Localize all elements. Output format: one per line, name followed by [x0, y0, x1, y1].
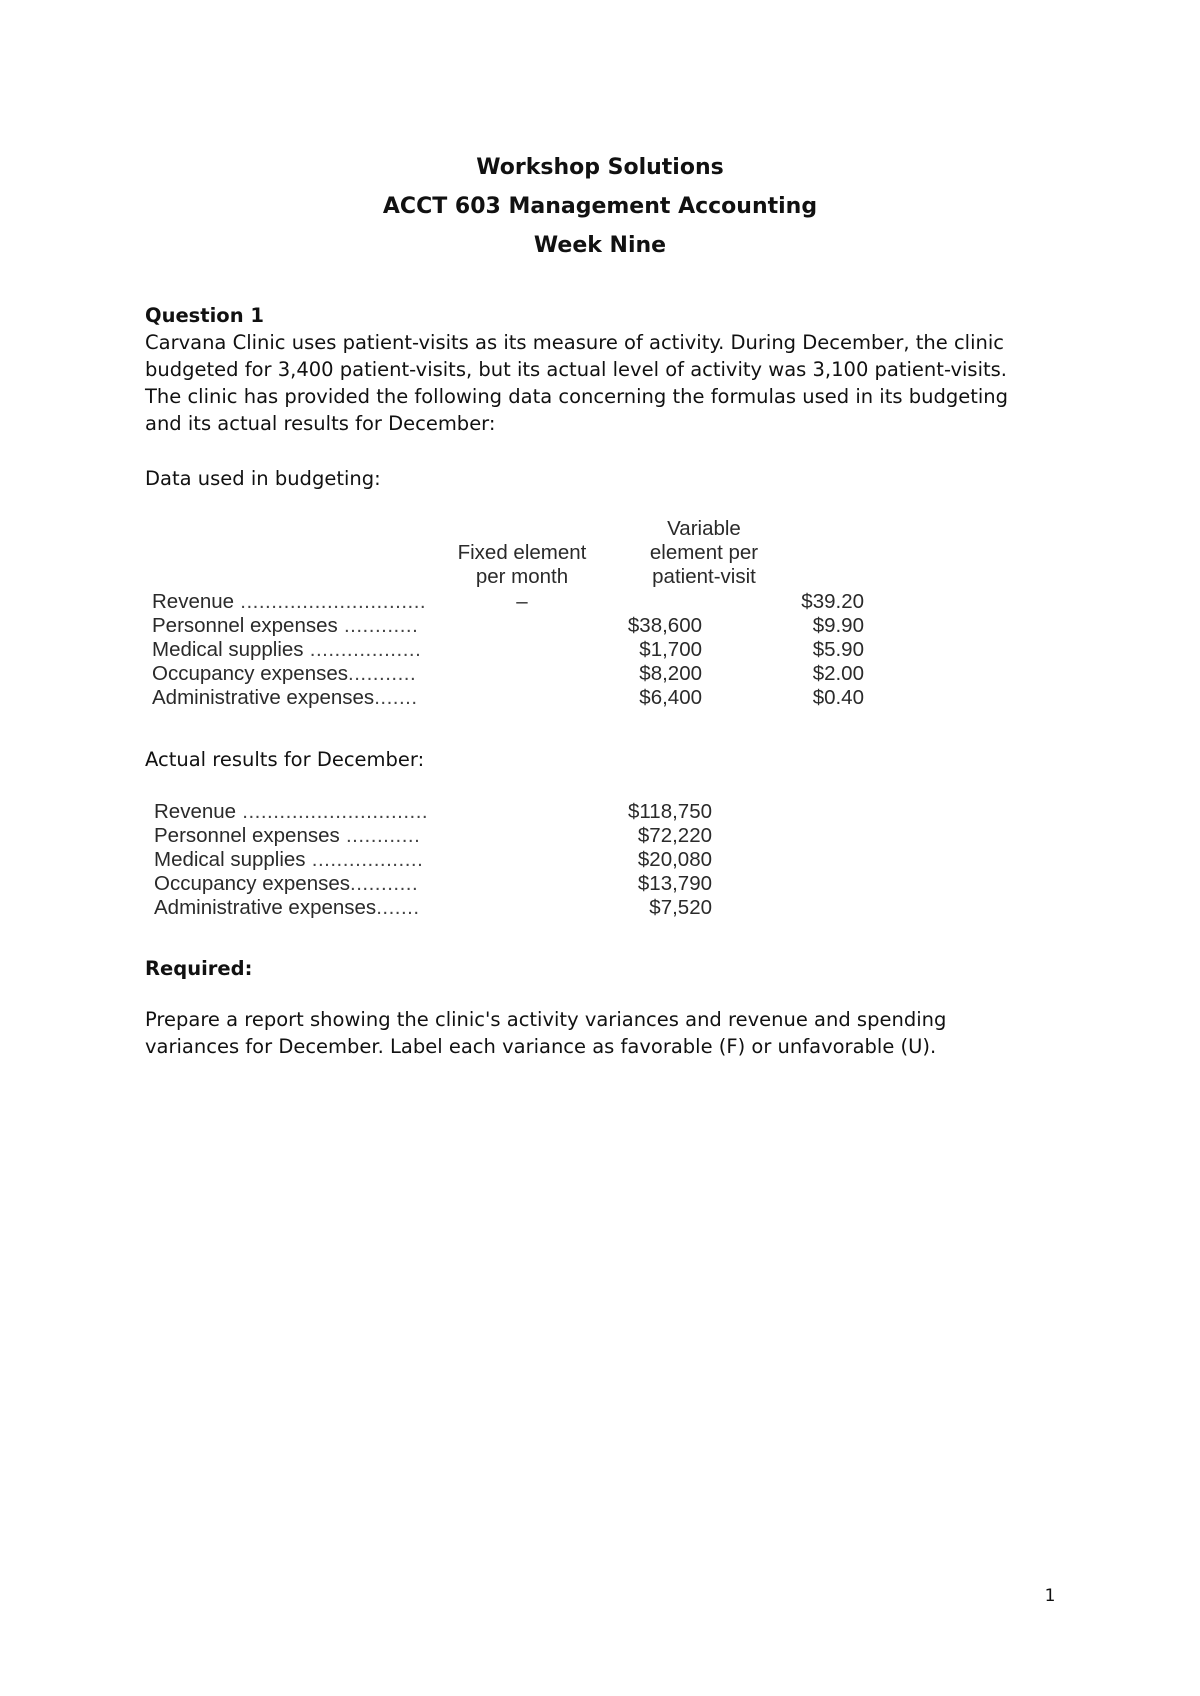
row-label: Personnel expenses — [154, 824, 340, 847]
leader-dots: .............................. — [234, 590, 427, 613]
question-line: and its actual results for December: — [145, 412, 496, 435]
row-label: Occupancy expenses — [154, 872, 351, 895]
actual-value: $7,520 — [649, 896, 712, 919]
table-row — [154, 824, 712, 848]
row-label: Administrative expenses — [152, 686, 375, 709]
required-line: Prepare a report showing the clinic's activity variances and revenue and spending — [145, 1008, 947, 1031]
table-row — [154, 872, 712, 896]
required-line: variances for December. Label each variance as favorable (F) or unfavorable (U). — [145, 1035, 937, 1058]
leader-dots: .............................. — [236, 800, 429, 823]
leader-dots: .................. — [305, 848, 424, 871]
fixed-value: $8,200 — [639, 662, 702, 685]
question-line: budgeted for 3,400 patient-visits, but its actual level of activity was 3,100 patient-visits. — [145, 358, 1007, 381]
leader-dots: ....... — [374, 686, 418, 709]
table-row — [152, 614, 864, 638]
variable-element-column-header: Variable element per patient-visit — [649, 517, 759, 588]
week-title: Week Nine — [533, 233, 667, 258]
required-paragraph — [145, 1006, 1065, 1060]
leader-dots: ............ — [337, 614, 419, 637]
row-label: Revenue — [154, 800, 237, 823]
variable-value: $5.90 — [812, 638, 864, 661]
table-row — [154, 800, 712, 824]
table-row — [154, 848, 712, 872]
document-title-block — [0, 148, 1200, 265]
row-label: Medical supplies — [152, 638, 304, 661]
course-title: ACCT 603 Management Accounting — [382, 194, 818, 219]
table-row — [152, 638, 864, 662]
leader-dots: ........... — [348, 662, 417, 685]
budget-data-label: Data used in budgeting: — [145, 467, 381, 490]
fixed-element-column-header: Fixed element per month — [457, 541, 587, 588]
row-label: Occupancy expenses — [152, 662, 349, 685]
document-title: Workshop Solutions — [476, 155, 724, 180]
row-label: Administrative expenses — [154, 896, 377, 919]
fixed-value: $6,400 — [639, 686, 702, 709]
table-row — [152, 662, 864, 686]
question-heading: Question 1 — [145, 304, 264, 327]
row-label: Revenue — [152, 590, 235, 613]
leader-dots: ........... — [350, 872, 419, 895]
leader-dots: ....... — [376, 896, 420, 919]
actual-value: $118,750 — [628, 800, 712, 823]
table-row — [152, 590, 864, 614]
variable-value: $0.40 — [812, 686, 864, 709]
question-line: The clinic has provided the following data concerning the formulas used in its budgeting — [145, 385, 1009, 408]
page-number: 1 — [1044, 1586, 1056, 1606]
fixed-value: $38,600 — [627, 614, 702, 637]
fixed-value: $1,700 — [639, 638, 702, 661]
actual-value: $72,220 — [637, 824, 712, 847]
variable-value: $39.20 — [801, 590, 864, 613]
actual-value: $13,790 — [637, 872, 712, 895]
actual-value: $20,080 — [637, 848, 712, 871]
leader-dots: .................. — [303, 638, 422, 661]
actual-results-table — [154, 800, 712, 930]
variable-value: $2.00 — [812, 662, 864, 685]
row-label: Personnel expenses — [152, 614, 338, 637]
actual-results-label: Actual results for December: — [145, 748, 425, 771]
question-paragraph — [145, 329, 1065, 437]
fixed-value: – — [516, 590, 528, 613]
question-line: Carvana Clinic uses patient-visits as its measure of activity. During December, the clinic — [145, 331, 1005, 354]
table-row — [152, 686, 864, 710]
variable-value: $9.90 — [812, 614, 864, 637]
required-heading: Required: — [145, 957, 253, 980]
leader-dots: ............ — [339, 824, 421, 847]
table-row — [154, 896, 712, 920]
row-label: Medical supplies — [154, 848, 306, 871]
budget-data-table — [152, 515, 864, 715]
